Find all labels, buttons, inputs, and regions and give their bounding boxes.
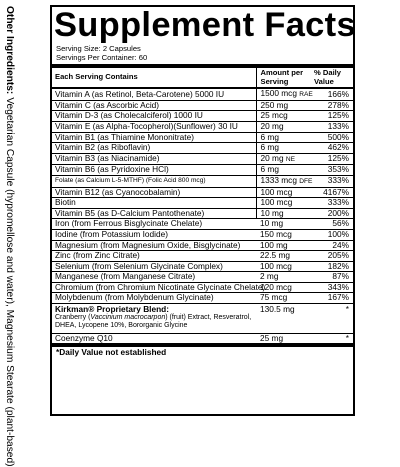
nutrient-amount: 6 mg xyxy=(256,143,311,154)
coq10-amount: 25 mg xyxy=(256,333,311,345)
nutrient-amount: 10 mg xyxy=(256,208,311,219)
facts-title: Supplement Facts xyxy=(54,6,356,44)
nutrient-dv: 125% xyxy=(311,153,353,165)
nutrient-row xyxy=(52,111,353,122)
nutrient-amount: 22.5 mg xyxy=(256,251,311,262)
nutrient-amount: 20 mg NE xyxy=(256,153,311,165)
facts-table xyxy=(52,68,353,347)
nutrient-dv: 125% xyxy=(311,111,353,122)
nutrient-row xyxy=(52,153,353,165)
nutrient-dv: 333% xyxy=(311,198,353,209)
nutrient-unit: NE xyxy=(285,155,296,163)
nutrient-name: Chromium (from Chromium Nicotinate Glycinate Chelate) xyxy=(52,282,256,293)
servings-per-container: Servings Per Container: 60 xyxy=(56,53,148,62)
coq10-name: Coenzyme Q10 xyxy=(52,333,256,345)
nutrient-dv: 167% xyxy=(311,293,353,304)
nutrient-row xyxy=(52,251,353,262)
nutrient-name: Vitamin B6 (as Pyridoxine HCl) xyxy=(52,165,256,176)
other-ingredients-text: Vegetarian Capsule (hypromellose and water), Magnesium Stearate (plant-based) xyxy=(4,97,15,467)
nutrient-row xyxy=(52,132,353,143)
nutrient-name: Vitamin C (as Ascorbic Acid) xyxy=(52,100,256,111)
nutrient-amount: 6 mg xyxy=(256,165,311,176)
nutrient-amount: 75 mcg xyxy=(256,293,311,304)
blend-description: Cranberry (Vaccinium macrocarpon) (fruit) Extract, Resveratrol, DHEA, Lycopene 10%, Bororganic Glycine xyxy=(55,314,252,330)
nutrient-amount: 2 mg xyxy=(256,272,311,283)
facts-rows xyxy=(52,88,353,303)
nutrient-amount: 250 mg xyxy=(256,100,311,111)
nutrient-name: Biotin xyxy=(52,198,256,209)
nutrient-amount: 150 mcg xyxy=(256,229,311,240)
nutrient-amount: 20 mg xyxy=(256,121,311,132)
nutrient-name: Vitamin B12 (as Cyanocobalamin) xyxy=(52,187,256,198)
blend-dv: * xyxy=(311,304,353,334)
header-amount: Amount per Serving xyxy=(256,68,311,88)
nutrient-row xyxy=(52,272,353,283)
nutrient-dv: 133% xyxy=(311,121,353,132)
nutrient-dv: 205% xyxy=(311,251,353,262)
nutrient-name: Vitamin B3 (as Niacinamide) xyxy=(52,153,256,165)
nutrient-dv: 56% xyxy=(311,219,353,230)
nutrient-name: Vitamin D-3 (as Cholecalciferol) 1000 IU xyxy=(52,111,256,122)
nutrient-unit: RAE xyxy=(299,91,313,99)
proprietary-blend-row xyxy=(52,304,353,334)
nutrient-row xyxy=(52,100,353,111)
nutrient-amount: 100 mg xyxy=(256,240,311,251)
nutrient-dv: 166% xyxy=(311,88,353,100)
coq10-row xyxy=(52,333,353,345)
nutrient-name: Magnesium (from Magnesium Oxide, Bisglycinate) xyxy=(52,240,256,251)
nutrient-dv: 4167% xyxy=(311,187,353,198)
nutrient-row xyxy=(52,208,353,219)
nutrient-name: Vitamin B5 (as D-Calcium Pantothenate) xyxy=(52,208,256,219)
blend-title: Kirkman® Proprietary Blend: xyxy=(55,304,170,315)
nutrient-row xyxy=(52,240,353,251)
nutrient-amount: 25 mcg xyxy=(256,111,311,122)
other-ingredients-panel xyxy=(4,6,18,467)
footnote: *Daily Value not established xyxy=(56,347,167,358)
nutrient-name: Selenium (from Selenium Glycinate Complex) xyxy=(52,261,256,272)
nutrient-name: Vitamin B2 (as Riboflavin) xyxy=(52,143,256,154)
nutrient-row xyxy=(52,121,353,132)
nutrient-name: Zinc (from Zinc Citrate) xyxy=(52,251,256,262)
nutrient-row xyxy=(52,165,353,176)
nutrient-amount: 100 mcg xyxy=(256,261,311,272)
nutrient-amount: 10 mg xyxy=(256,219,311,230)
nutrient-amount: 100 mcg xyxy=(256,187,311,198)
nutrient-dv: 353% xyxy=(311,165,353,176)
nutrient-dv: 100% xyxy=(311,229,353,240)
coq10-dv: * xyxy=(311,333,353,345)
nutrient-dv: 278% xyxy=(311,100,353,111)
nutrient-amount: 1500 mcg RAE xyxy=(256,88,311,100)
facts-blend-section xyxy=(52,304,353,346)
nutrient-amount: 1333 mcg DFE xyxy=(256,175,311,187)
nutrient-dv: 343% xyxy=(311,282,353,293)
nutrient-row xyxy=(52,261,353,272)
supplement-facts-panel xyxy=(50,5,355,416)
nutrient-name: Folate (as Calcium L-5-MTHF) (Folic Acid 800 mcg) xyxy=(52,175,256,187)
nutrient-name: Iron (from Ferrous Bisglycinate Chelate) xyxy=(52,219,256,230)
nutrient-name: Molybdenum (from Molybdenum Glycinate) xyxy=(52,293,256,304)
serving-size: Serving Size: 2 Capsules xyxy=(56,44,141,53)
nutrient-row xyxy=(52,198,353,209)
nutrient-dv: 200% xyxy=(311,208,353,219)
nutrient-row xyxy=(52,282,353,293)
nutrient-name: Vitamin E (as Alpha-Tocopherol)(Sunflower) 30 IU xyxy=(52,121,256,132)
nutrient-row xyxy=(52,143,353,154)
nutrient-name: Manganese (from Manganese Citrate) xyxy=(52,272,256,283)
nutrient-row xyxy=(52,187,353,198)
nutrient-name: Iodine (from Potassium Iodide) xyxy=(52,229,256,240)
nutrient-name: Vitamin A (as Retinol, Beta-Carotene) 5000 IU xyxy=(52,88,256,100)
nutrient-amount: 6 mg xyxy=(256,132,311,143)
nutrient-row xyxy=(52,88,353,100)
nutrient-dv: 333% xyxy=(311,175,353,187)
header-daily-value: % Daily Value xyxy=(311,68,353,88)
blend-amount: 130.5 mg xyxy=(256,304,311,334)
nutrient-dv: 500% xyxy=(311,132,353,143)
nutrient-amount: 100 mcg xyxy=(256,198,311,209)
other-ingredients-label: Other Ingredients: xyxy=(4,6,15,95)
nutrient-unit: DFE xyxy=(299,177,313,185)
nutrient-dv: 24% xyxy=(311,240,353,251)
nutrient-row xyxy=(52,175,353,187)
nutrient-dv: 87% xyxy=(311,272,353,283)
nutrient-row xyxy=(52,219,353,230)
nutrient-name: Vitamin B1 (as Thiamine Mononitrate) xyxy=(52,132,256,143)
nutrient-row xyxy=(52,229,353,240)
facts-header-row xyxy=(52,68,353,88)
header-each-serving: Each Serving Contains xyxy=(52,68,256,88)
nutrient-dv: 462% xyxy=(311,143,353,154)
nutrient-dv: 182% xyxy=(311,261,353,272)
nutrient-row xyxy=(52,293,353,304)
nutrient-amount: 120 mcg xyxy=(256,282,311,293)
